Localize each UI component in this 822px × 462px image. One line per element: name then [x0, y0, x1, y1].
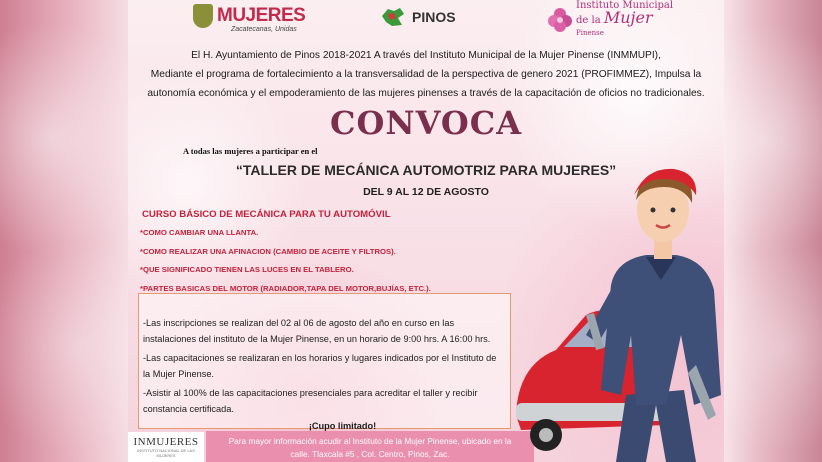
blurred-background-right	[724, 0, 822, 462]
limited-spots-note: ¡Cupo limitado!	[308, 421, 377, 431]
list-item: *COMO CAMBIAR UNA LLANTA.	[140, 228, 259, 237]
invite-text: A todas las mujeres a participar en el	[183, 146, 318, 156]
instituto-logo-line4: Pinense	[576, 29, 604, 37]
instituto-logo-line2: de la	[576, 15, 601, 26]
footer-line2: calle. Tlaxcala #5 , Col. Centro, Pinos, Zac.	[290, 449, 450, 459]
intro-line1: El H. Ayuntamiento de Pinos 2018-2021 A través del Instituto Municipal de la Mujer Pinense (INMMUPI),	[191, 50, 661, 61]
workshop-title: “TALLER DE MECÁNICA AUTOMOTRIZ PARA MUJERES”	[235, 162, 617, 178]
convoca-heading: CONVOCA	[329, 104, 523, 142]
inmujeres-logo-subtitle: INSTITUTO NACIONAL DE LAS MUJERES	[137, 448, 195, 458]
attendance-info: -Asistir al 100% de las capacitaciones presenciales para acreditar el taller y recibir constancia certificada.	[143, 388, 478, 414]
schedule-info: -Las capacitaciones se realizaran en los horarios y lugares indicados por el Instituto de la Mujer Pinense.	[143, 353, 497, 379]
pinos-map-icon	[380, 6, 406, 28]
mujeres-logo-subtitle: Zacatecanas, Unidas	[231, 26, 297, 33]
instituto-mujer-logo	[546, 0, 673, 39]
inmujeres-logo	[128, 432, 204, 462]
course-title: CURSO BÁSICO DE MECÁNICA PARA TU AUTOMÓVIL	[142, 209, 391, 220]
list-item: *QUE SIGNIFICADO TIENEN LAS LUCES EN EL TABLERO.	[140, 265, 354, 274]
pinos-logo	[380, 6, 456, 28]
footer-banner	[206, 431, 534, 462]
info-box	[138, 293, 511, 429]
intro-line2: Mediante el programa de fortalecimiento a la transversalidad de la perspectiva de genero 2021 (PROFIMMEZ), Impulsa la	[150, 69, 702, 80]
list-item: *COMO REALIZAR UNA AFINACION (CAMBIO DE ACEITE Y FILTROS).	[140, 246, 396, 256]
mechanic-woman-illustration	[516, 165, 724, 462]
instituto-logo-line1: Instituto Municipal	[576, 0, 674, 11]
registration-info: -Las inscripciones se realizan del 02 al 06 de agosto del año en curso en las instalaciones del instituto de la Mujer Pinense, en un horario de 9:00 hrs. A 16:00 hrs.	[143, 318, 491, 344]
list-item: *PARTES BASICAS DEL MOTOR (RADIADOR,TAPA DEL MOTOR,BUJÍAS, ETC.).	[140, 283, 431, 293]
mujeres-logo-text: MUJERES	[217, 5, 306, 26]
intro-line3: autonomía económica y el empoderamiento de las mujeres pinenses a través de la capacitación de oficios no tradicionales.	[147, 88, 705, 99]
poster	[128, 0, 724, 462]
coat-of-arms-icon	[193, 4, 213, 28]
pinos-logo-text: PINOS	[412, 9, 456, 25]
flower-icon	[546, 6, 574, 34]
blurred-background-left	[0, 0, 128, 462]
footer-line1: Para mayor información acudir al Instituto de la Mujer Pinense, ubicado en la	[228, 436, 512, 446]
instituto-logo-line3: Mujer	[603, 8, 653, 27]
workshop-dates: DEL 9 AL 12 DE AGOSTO	[363, 186, 489, 198]
course-items-list	[140, 224, 431, 298]
intro-paragraph	[146, 46, 706, 103]
inmujeres-logo-title: INMUJERES	[133, 436, 199, 448]
mujeres-logo	[193, 4, 306, 33]
